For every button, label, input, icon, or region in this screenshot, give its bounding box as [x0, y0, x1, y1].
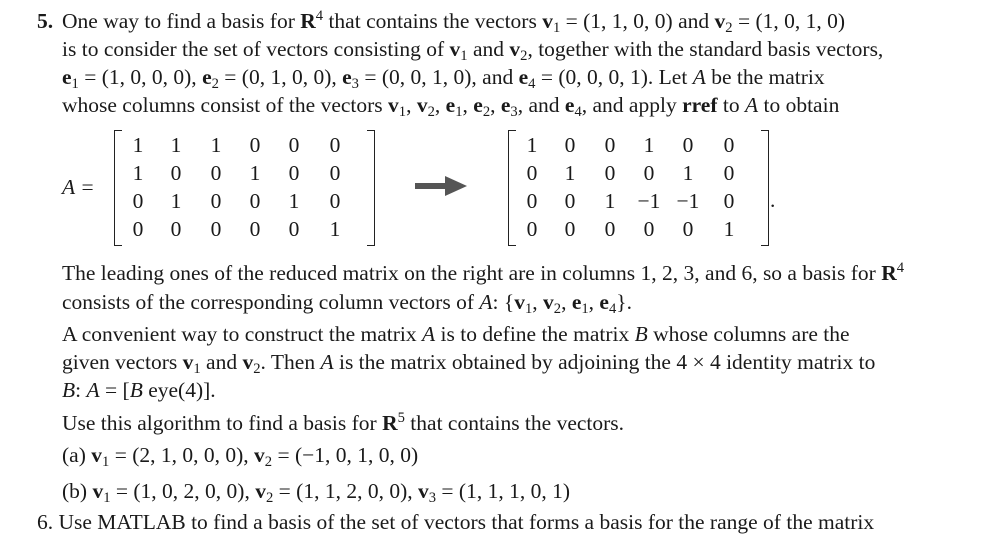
matrix-rref-cell: 0 [682, 217, 694, 241]
matrix-rref-cell: 1 [564, 161, 576, 185]
matrix-rref-cell: 0 [643, 217, 655, 241]
matrix-a-cell: 0 [329, 161, 341, 185]
matrix-rref-cell: 0 [723, 161, 735, 185]
intro-line-1: One way to find a basis for $R^4$ that contains the vectors $v_1 = (1$, 1, 0, 0) and $v_2 = (1$, 0, 1, 0) [62, 7, 846, 37]
para2-line-1: A convenient way to construct the matrix A is to define the matrix B whose columns are the [62, 322, 850, 346]
matrix-rref-cell: 0 [604, 161, 616, 185]
matrix-rref-cell: 0 [564, 189, 576, 213]
matrix-rref-cell: 0 [526, 217, 538, 241]
matrix-a-cell: 0 [249, 133, 261, 157]
para2-line-3: B: A = [B eye(4)]. [62, 378, 216, 402]
para3-line: Use this algorithm to find a basis for $R^5$ that contains the vectors. [62, 409, 625, 435]
matrix-rref-cell: 0 [604, 217, 616, 241]
matrix-a-cell: 0 [210, 161, 222, 185]
matrix-rref-cell: 0 [723, 133, 735, 157]
matrix-rref-cell: 0 [526, 161, 538, 185]
matrix-a-cell: 0 [132, 217, 144, 241]
matrix-a-cell: 0 [170, 161, 182, 185]
matrix-a-cell: 1 [132, 161, 144, 185]
matrix-rref-cell: 0 [526, 189, 538, 213]
matrix-rref-cell: 0 [643, 161, 655, 185]
matrix-rref-cell: 0 [564, 133, 576, 157]
matrix-rref-cell: 0 [723, 189, 735, 213]
matrix-a-cell: 0 [210, 217, 222, 241]
matrix-a-cell: 1 [249, 161, 261, 185]
matrix-rref-cell: 0 [604, 133, 616, 157]
matrix-a-cell: 1 [132, 133, 144, 157]
next-problem-cutoff: 6. Use MATLAB to find a basis of the set of vectors that forms a basis for the range of the matrix [37, 510, 875, 534]
matrix-a-cell: 0 [210, 189, 222, 213]
para2-line-2: given vectors $v_1$ and $v_2$. Then A is the matrix obtained by adjoining the 4 × 4 identity matrix to [62, 350, 876, 378]
matrix-rref-cell: −1 [637, 189, 661, 213]
matrix-a-right-bracket [367, 130, 375, 246]
intro-line-3: $e_1 = (1$, 0, 0, 0), $e_2 = (0$, 1, 0, 0), $e_3 = (0$, 0, 1, 0), and $e_4 = (0$, 0, 0, 1). Let A be the matrix [62, 65, 825, 93]
matrix-a-cell: 0 [170, 217, 182, 241]
matrix-a-cell: 0 [288, 133, 300, 157]
matrix-a-cell: 0 [329, 189, 341, 213]
matrix-a-cell: 1 [170, 189, 182, 213]
matrix-rref-cell: 0 [682, 133, 694, 157]
matrix-a-cell: 1 [329, 217, 341, 241]
matrix-a-cell: 1 [170, 133, 182, 157]
part-a: (a) $v_1 = (2$, 1, 0, 0, 0), $v_2 = (-1$, 0, 1, 0, 0) [62, 443, 419, 471]
matrix-a-cell: 0 [329, 133, 341, 157]
matrix-a-cell: 0 [288, 217, 300, 241]
matrix-rref-right-bracket [761, 130, 769, 246]
para1-line-2: consists of the corresponding column vectors of A: {$v_1$, $v_2$, $e_1$, $e_4$}. [62, 290, 632, 318]
intro-line-2: is to consider the set of vectors consisting of $v_1$ and $v_2$, together with the standard basis vectors, [62, 37, 884, 65]
matrix-a-cell: 0 [132, 189, 144, 213]
matrix-rref-cell: 1 [526, 133, 538, 157]
matrix-rref-cell: 1 [723, 217, 735, 241]
problem-number: 5. [37, 9, 54, 33]
matrix-a [114, 130, 375, 246]
matrix-rref-cell: −1 [676, 189, 700, 213]
matrix-rref-cell: 0 [564, 217, 576, 241]
matrix-a-cell: 1 [210, 133, 222, 157]
matrix-a-label: A = [62, 175, 95, 199]
matrix-rref [508, 130, 769, 246]
matrix-rref-cell: 1 [682, 161, 694, 185]
matrix-rref-cell: 1 [643, 133, 655, 157]
matrix-a-cell: 0 [249, 217, 261, 241]
arrow-right-icon [415, 176, 467, 196]
para1-line-1: The leading ones of the reduced matrix on the right are in columns 1, 2, 3, and 6, so a basis for $R^4$ [62, 259, 905, 285]
part-b: (b) $v_1 = (1$, 0, 2, 0, 0), $v_2 = (1$, 1, 2, 0, 0), $v_3 = (1$, 1, 1, 0, 1) [62, 479, 570, 507]
matrix-a-cell: 0 [249, 189, 261, 213]
matrix-period: . [770, 188, 776, 212]
intro-line-4: whose columns consist of the vectors $v_1$, $v_2$, $e_1$, $e_2$, $e_3$, and $e_4$, and apply rref to A to obtain [62, 93, 840, 121]
matrix-a-cell: 0 [288, 161, 300, 185]
matrix-a-cell: 1 [288, 189, 300, 213]
matrix-rref-cell: 1 [604, 189, 616, 213]
